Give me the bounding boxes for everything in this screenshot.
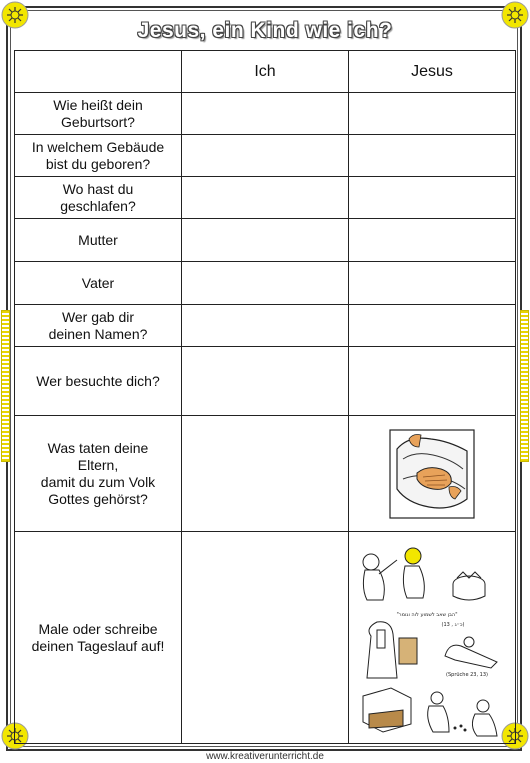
answer-cell-ich[interactable] [182, 262, 349, 305]
table-row [15, 93, 516, 135]
page-title: Jesus, ein Kind wie ich? [137, 19, 393, 42]
right-decor-strip [520, 310, 529, 462]
answer-cell-ich[interactable] [182, 416, 349, 532]
question-text: Wie heißt dein Geburtsort? [53, 96, 143, 130]
answer-cell-jesus[interactable] [349, 532, 516, 744]
answer-cell-ich[interactable] [182, 532, 349, 744]
answer-cell-ich[interactable] [182, 93, 349, 135]
question-cell [15, 416, 182, 532]
circumcision-illustration [389, 429, 475, 519]
answer-cell-ich[interactable] [182, 135, 349, 177]
worksheet-table [14, 50, 516, 744]
answer-cell-ich[interactable] [182, 219, 349, 262]
question-text: Mutter [78, 231, 118, 248]
question-cell [15, 219, 182, 262]
header-row [15, 51, 516, 93]
question-cell [15, 347, 182, 416]
answer-cell-jesus[interactable] [349, 305, 516, 347]
svg-text:(כ״ג , 13): (כ״ג , 13) [441, 621, 465, 628]
table-row [15, 135, 516, 177]
question-cell [15, 177, 182, 219]
question-text: Was taten deine Eltern, damit du zum Volk Gottes gehörst? [40, 439, 156, 507]
table-row [15, 532, 516, 744]
question-cell [15, 93, 182, 135]
answer-cell-jesus[interactable] [349, 135, 516, 177]
table-row [15, 416, 516, 532]
question-text: Vater [81, 274, 115, 291]
question-text: Male oder schreibe deinen Tageslauf auf! [31, 620, 165, 654]
answer-cell-jesus[interactable] [349, 347, 516, 416]
question-text: Wer gab dir deinen Namen? [48, 308, 148, 342]
footer-url: www.kreativerunterricht.de [206, 751, 324, 762]
table-row [15, 305, 516, 347]
daily-life-illustration [357, 538, 507, 738]
question-text: In welchem Gebäude bist du geboren? [31, 138, 165, 172]
answer-cell-jesus[interactable] [349, 219, 516, 262]
header-empty-cell [15, 51, 182, 93]
answer-cell-ich[interactable] [182, 305, 349, 347]
question-cell [15, 305, 182, 347]
left-decor-strip [1, 310, 10, 462]
answer-cell-ich[interactable] [182, 177, 349, 219]
answer-cell-jesus[interactable] [349, 262, 516, 305]
question-text: Wer besuchte dich? [36, 372, 160, 389]
header-jesus: Jesus [349, 51, 516, 93]
question-text: Wo hast du geschlafen? [60, 180, 136, 214]
answer-cell-jesus[interactable] [349, 93, 516, 135]
question-cell [15, 262, 182, 305]
question-cell [15, 135, 182, 177]
header-ich: Ich [182, 51, 349, 93]
answer-cell-jesus[interactable] [349, 416, 516, 532]
answer-cell-jesus[interactable] [349, 177, 516, 219]
question-cell [15, 532, 182, 744]
table-row [15, 347, 516, 416]
table-row [15, 177, 516, 219]
table-row [15, 262, 516, 305]
table-row [15, 219, 516, 262]
answer-cell-ich[interactable] [182, 347, 349, 416]
svg-text:"הבן שאב לשמוע לוה וגומר": "הבן שאב לשמוע לוה וגומר" [396, 611, 458, 618]
svg-text:(Sprüche 23, 13): (Sprüche 23, 13) [446, 671, 488, 678]
